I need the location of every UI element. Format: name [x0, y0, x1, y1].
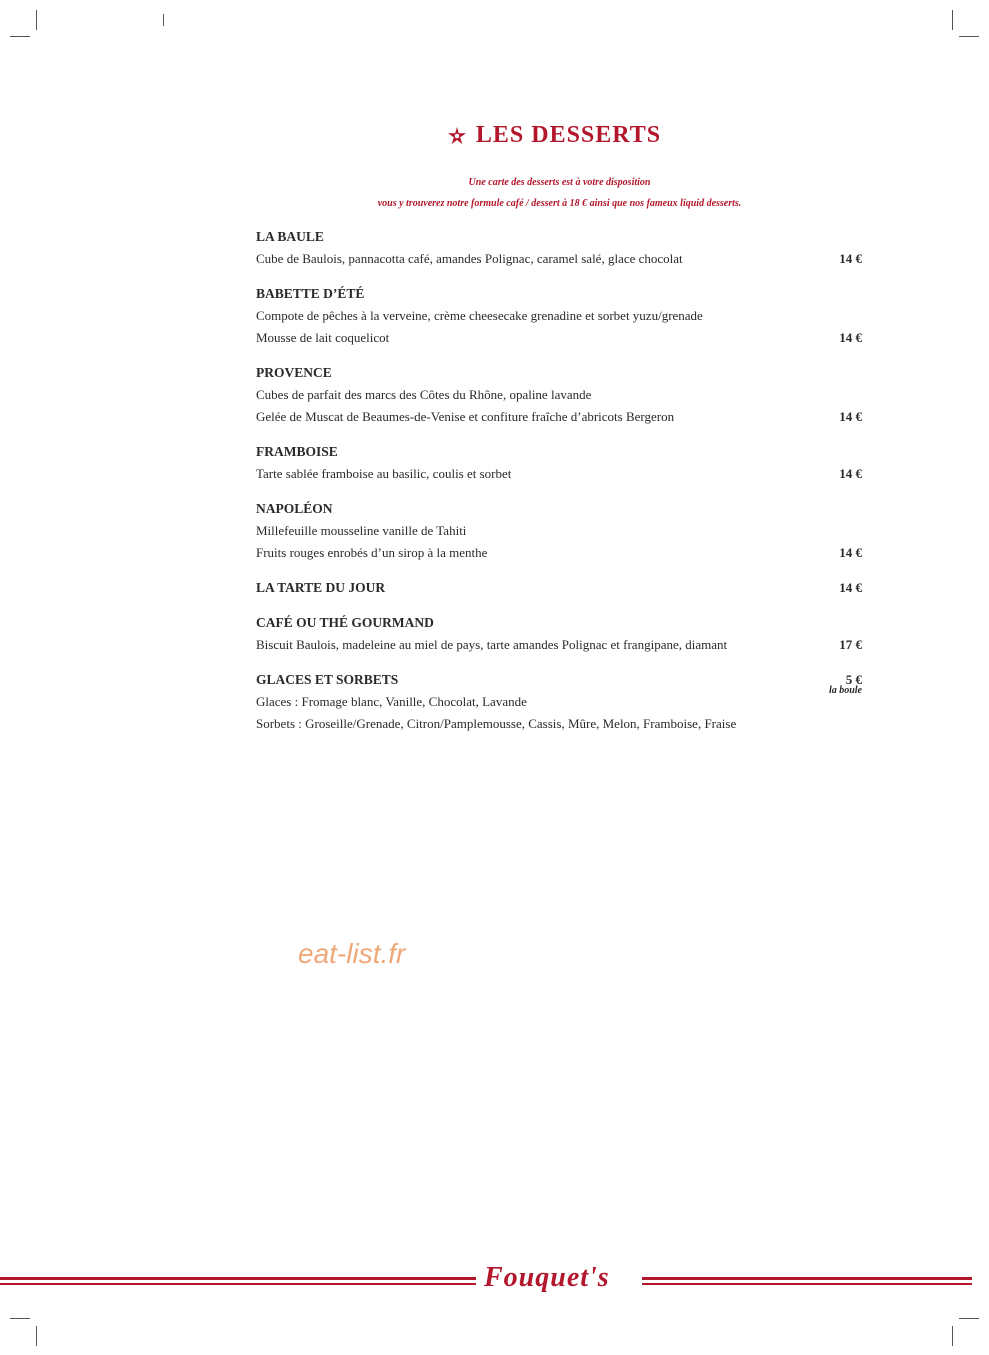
crop-mark [952, 10, 953, 30]
price-unit: la boule [828, 685, 862, 696]
item-description: Cube de Baulois, pannacotta café, amandes Polignac, caramel salé, glace chocolat 14 € [256, 248, 862, 270]
item-price: 14 € [839, 466, 862, 481]
watermark: eat-list.fr [298, 938, 406, 969]
page-title-text: LES DESSERTS [475, 122, 662, 148]
crop-mark [163, 14, 164, 26]
item-name: BABETTE D’ÉTÉ [256, 286, 365, 301]
item-description: Tarte sablée framboise au basilic, coulis et sorbet 14 € [256, 463, 862, 485]
crop-mark [959, 1318, 979, 1319]
item-description: Glaces : Fromage blanc, Vanille, Chocolat, Lavande [256, 694, 527, 709]
item-description: Millefeuille mousseline vanille de Tahiti [256, 523, 467, 538]
item-price: 14 € [839, 251, 862, 266]
menu-item [256, 498, 862, 564]
formula-note: vous y trouverez notre formule café / dessert à 18 € ainsi que nos fameux liquid desserts. [377, 198, 742, 209]
menu-item [256, 577, 862, 599]
item-name: GLACES ET SORBETS 5 € la boule [256, 669, 862, 691]
disposition-note: Une carte des desserts est à votre disposition [468, 177, 651, 188]
menu-item [256, 283, 862, 349]
menu-item [256, 669, 862, 735]
item-description: Gelée de Muscat de Beaumes-de-Venise et confiture fraîche d’abricots Bergeron 14 € [256, 406, 862, 428]
item-price: 14 € [839, 330, 862, 345]
brand-logo: Fouquet's [484, 1262, 610, 1293]
item-name: NAPOLÉON [256, 501, 333, 516]
crop-mark [10, 1318, 30, 1319]
crop-mark [36, 10, 37, 30]
menu-item [256, 441, 862, 485]
item-name: PROVENCE [256, 365, 332, 380]
item-name: LA BAULE [256, 229, 324, 244]
item-description: Mousse de lait coquelicot 14 € [256, 327, 862, 349]
footer-rule [642, 1283, 972, 1285]
item-price: 14 € [839, 409, 862, 424]
crop-mark [952, 1326, 953, 1346]
item-description: Cubes de parfait des marcs des Côtes du Rhône, opaline lavande [256, 387, 592, 402]
item-name: FRAMBOISE [256, 444, 338, 459]
item-description: Biscuit Baulois, madeleine au miel de pays, tarte amandes Polignac et frangipane, diamant 17 € [256, 634, 862, 656]
crop-mark [10, 36, 30, 37]
menu-item [256, 612, 862, 656]
footer-rule [642, 1277, 972, 1280]
item-name: CAFÉ OU THÉ GOURMAND [256, 615, 434, 630]
star-icon [448, 127, 466, 145]
page-title [448, 122, 661, 149]
item-price: 17 € [839, 637, 862, 652]
dessert-menu [256, 226, 862, 748]
item-price: 5 € [845, 672, 862, 687]
crop-mark [36, 1326, 37, 1346]
item-description: Fruits rouges enrobés d’un sirop à la menthe 14 € [256, 542, 862, 564]
crop-mark [959, 36, 979, 37]
item-name: LA TARTE DU JOUR 14 € [256, 577, 862, 599]
footer-rule [0, 1277, 476, 1280]
item-price: 14 € [839, 580, 862, 595]
header [0, 122, 989, 150]
item-description: Compote de pêches à la verveine, crème cheesecake grenadine et sorbet yuzu/grenade [256, 308, 703, 323]
menu-item [256, 226, 862, 270]
footer-rule [0, 1283, 476, 1285]
item-price: 14 € [839, 545, 862, 560]
menu-item [256, 362, 862, 428]
footer [0, 1262, 989, 1302]
item-description: Sorbets : Groseille/Grenade, Citron/Pamplemousse, Cassis, Mûre, Melon, Framboise, Fraise [256, 716, 737, 731]
